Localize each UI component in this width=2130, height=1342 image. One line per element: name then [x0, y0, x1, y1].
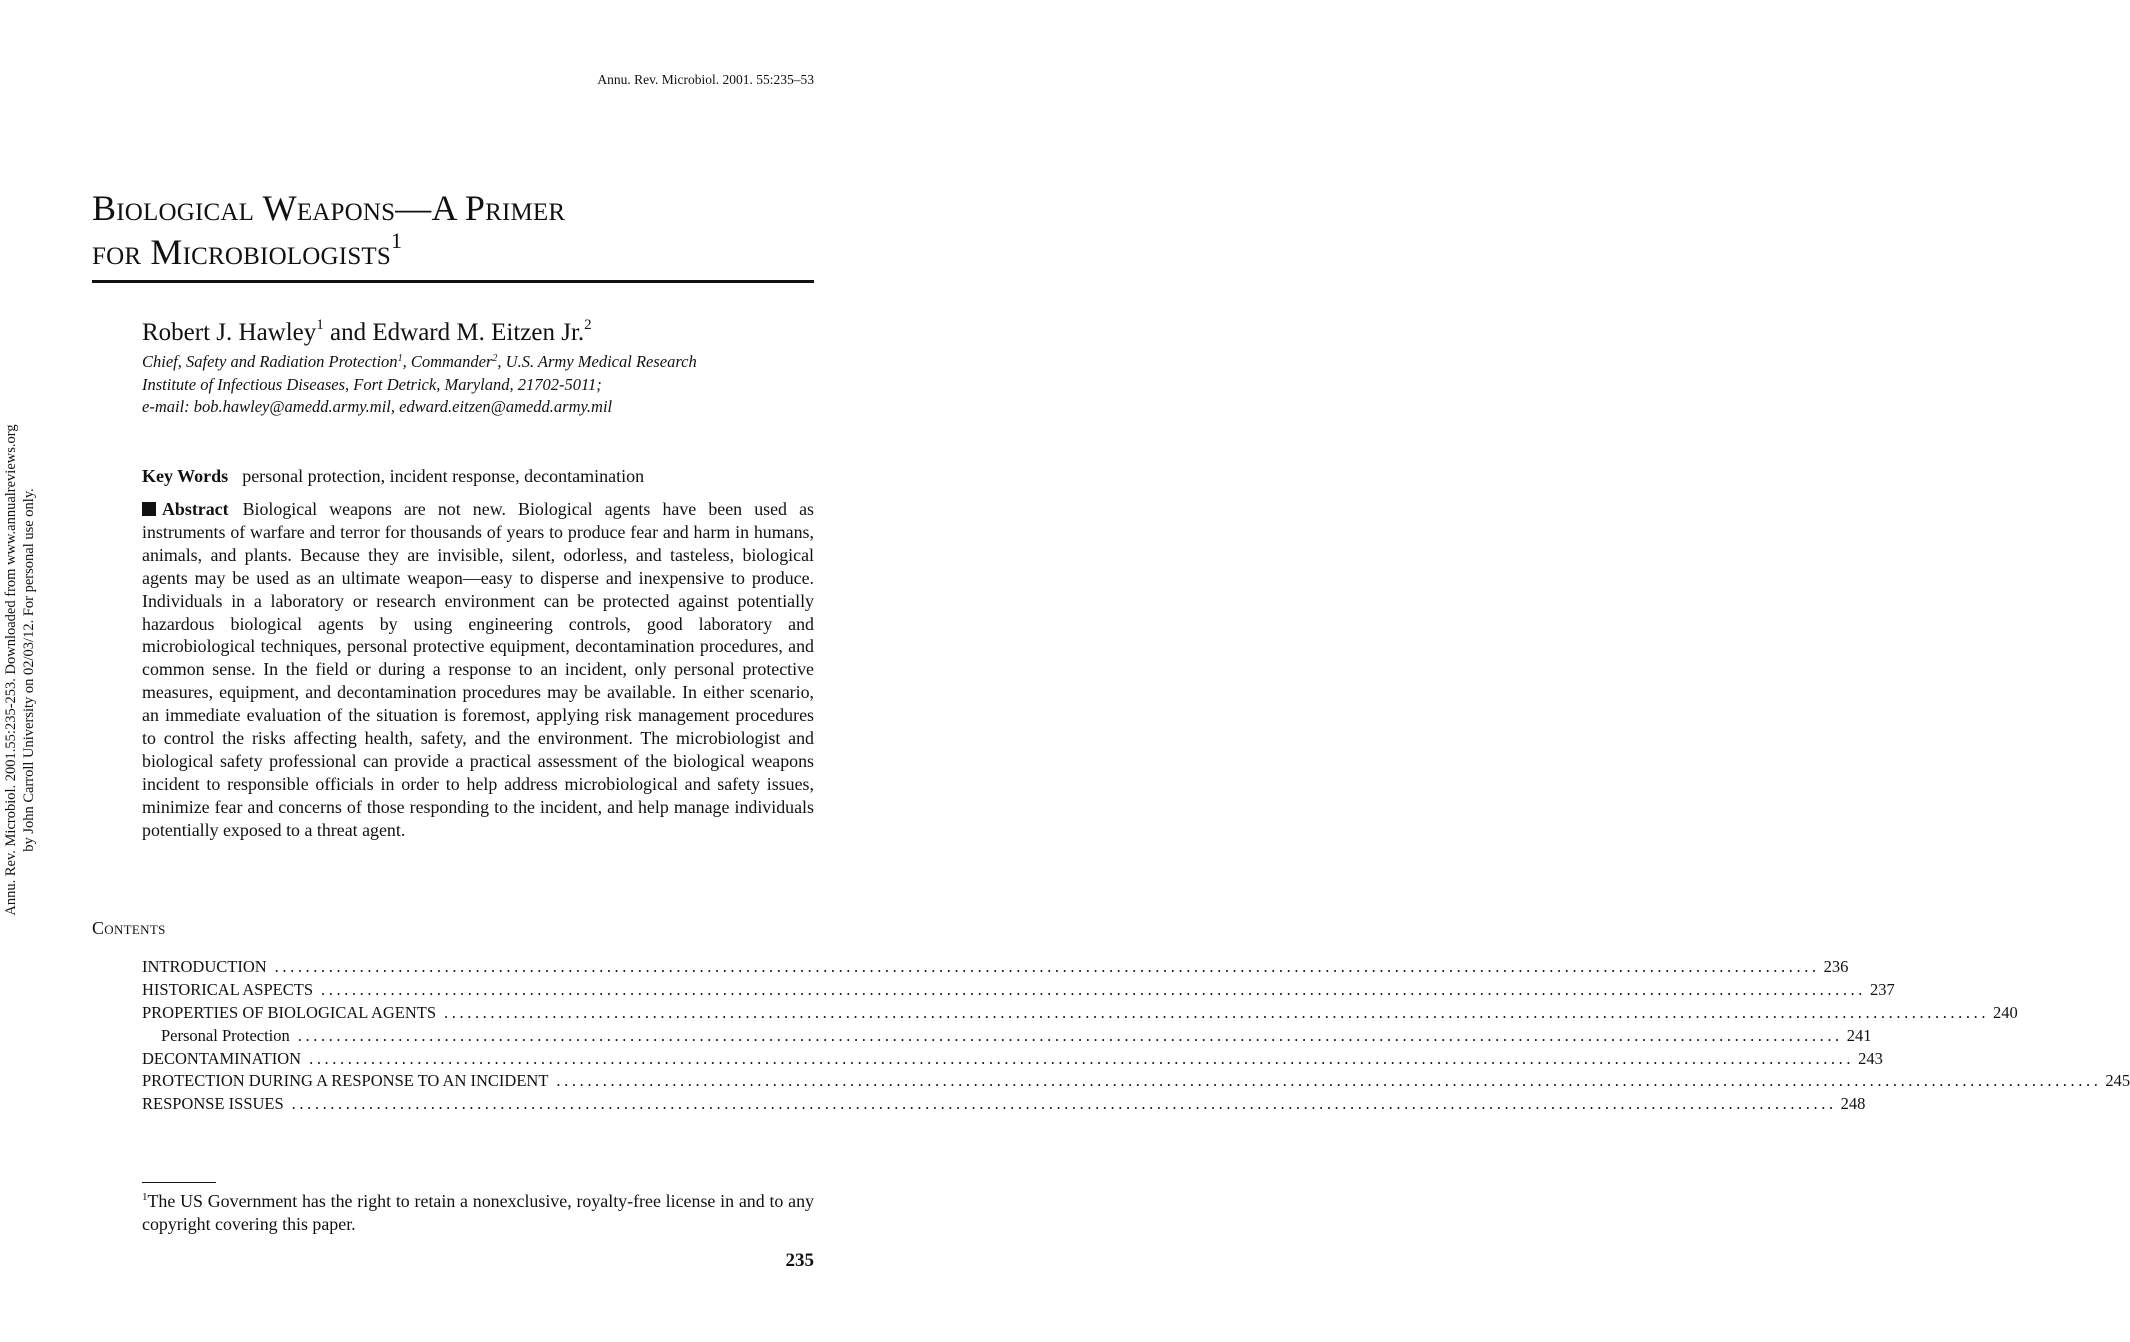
download-notice-line-2: by John Carroll University on 02/03/12. For personal use only.	[21, 488, 37, 852]
download-notice	[2, 380, 38, 960]
author-affiliation-mark: 1	[316, 317, 324, 333]
journal-reference: Annu. Rev. Microbiol. 2001. 55:235–53	[597, 72, 814, 87]
toc-entry-title[interactable]: Personal Protection	[161, 1025, 290, 1045]
affiliation-line: Chief, Safety and Radiation Protection$^1$, Commander$^2$, U.S. Army Medical Research	[142, 352, 697, 371]
footnote	[142, 1190, 814, 1236]
author-line	[142, 317, 592, 349]
toc-subentry[interactable]	[142, 1025, 1872, 1048]
author-affiliation-mark: 2	[584, 317, 592, 333]
affiliation-line: Institute of Infectious Diseases, Fort Detrick, Maryland, 21702-5011;	[142, 374, 602, 394]
title-rule	[92, 280, 814, 283]
toc-entry-title[interactable]: PROTECTION DURING A RESPONSE TO AN INCIDENT	[142, 1071, 549, 1091]
keywords-text: personal protection, incident response, decontamination	[242, 466, 645, 486]
toc-entry-page: 236	[1823, 957, 1849, 976]
author-name: Edward M. Eitzen Jr.	[372, 319, 585, 346]
article-title-line-1: Biological Weapons—A Primer	[92, 188, 566, 228]
footnote-rule	[142, 1182, 216, 1183]
square-bullet-icon	[142, 502, 156, 516]
page-number: 235	[785, 1250, 814, 1271]
abstract-label: Abstract	[162, 499, 229, 519]
toc-entry[interactable]	[142, 1093, 1866, 1116]
toc-leader-dots: ........................................................................................................................................................................................................	[321, 979, 1866, 999]
author-joiner: and	[323, 319, 373, 346]
toc-entry-title[interactable]: HISTORICAL ASPECTS	[142, 979, 313, 999]
toc-entry[interactable]	[142, 979, 1895, 1002]
toc-entry-title[interactable]: PROPERTIES OF BIOLOGICAL AGENTS	[142, 1002, 437, 1022]
toc-entry-title[interactable]: INTRODUCTION	[142, 957, 267, 976]
toc-entry-title[interactable]: RESPONSE ISSUES	[142, 1094, 284, 1114]
table-of-contents	[142, 956, 2130, 1116]
toc-entry-page: 243	[1858, 1048, 1883, 1068]
affiliation-block	[142, 351, 822, 419]
download-notice-line-1: Annu. Rev. Microbiol. 2001.55:235-253. Downloaded from www.annualreviews.org	[3, 424, 19, 916]
toc-entry[interactable]	[142, 1002, 2018, 1025]
keywords-label: Key Words	[142, 466, 229, 486]
abstract	[142, 498, 814, 842]
toc-leader-dots: ........................................................................................................................................................................................................	[444, 1002, 1990, 1022]
toc-entry[interactable]	[142, 956, 1849, 979]
toc-entry-page: 240	[1993, 1002, 2018, 1022]
article-title	[92, 186, 814, 274]
toc-entry-page: 241	[1846, 1025, 1872, 1045]
toc-leader-dots: ........................................................................................................................................................................................................	[309, 1048, 1855, 1068]
author-name: Robert J. Hawley	[142, 319, 317, 346]
footnote-text: The US Government has the right to retain a nonexclusive, royalty-free license in and to any copyright covering this paper.	[142, 1191, 814, 1234]
toc-entry-page: 248	[1840, 1094, 1866, 1114]
toc-entry[interactable]	[142, 1048, 1883, 1071]
contents-heading: Contents	[92, 918, 166, 938]
footnote-mark: 1	[142, 1191, 148, 1203]
toc-leader-dots: ........................................................................................................................................................................................................	[274, 957, 1820, 976]
toc-leader-dots: ........................................................................................................................................................................................................	[297, 1025, 1843, 1045]
toc-entry[interactable]	[142, 1070, 2130, 1093]
title-footnote-mark[interactable]: 1	[391, 228, 403, 253]
keywords	[142, 464, 644, 488]
abstract-text: Biological weapons are not new. Biological agents have been used as instruments of warfare and terror for thousands of years to produce fear and harm in humans, animals, and plants. Because they are invisible, silent, odorless, and tasteless, biological agents may be used as an ultimate weapon—easy to disperse and inexpensive to produce. Individuals in a laboratory or research environment can be protected against potentially hazardous biological agents by using engineering controls, good laboratory and microbiological techniques, personal protective equipment, decontamination procedures, and common sense. In the field or during a response to an incident, only personal protective measures, equipment, and decontamination procedures may be available. In either scenario, an immediate evaluation of the situation is foremost, applying risk management procedures to control the risks affecting health, safety, and the environment. The microbiologist and biological safety professional can provide a practical assessment of the biological weapons incident to responsible officials in order to help address microbiological and safety issues, minimize fear and concerns of those responding to the incident, and help manage individuals potentially exposed to a threat agent.	[142, 499, 814, 840]
toc-entry-page: 245	[2105, 1071, 2130, 1091]
contact-email[interactable]: e-mail: bob.hawley@amedd.army.mil, edward.eitzen@amedd.army.mil	[142, 397, 613, 416]
toc-leader-dots: ........................................................................................................................................................................................................	[291, 1094, 1837, 1114]
article-title-line-2: for Microbiologists	[92, 232, 392, 272]
toc-leader-dots: ........................................................................................................................................................................................................	[556, 1071, 2102, 1091]
toc-entry-title[interactable]: DECONTAMINATION	[142, 1048, 302, 1068]
toc-entry-page: 237	[1870, 979, 1895, 999]
